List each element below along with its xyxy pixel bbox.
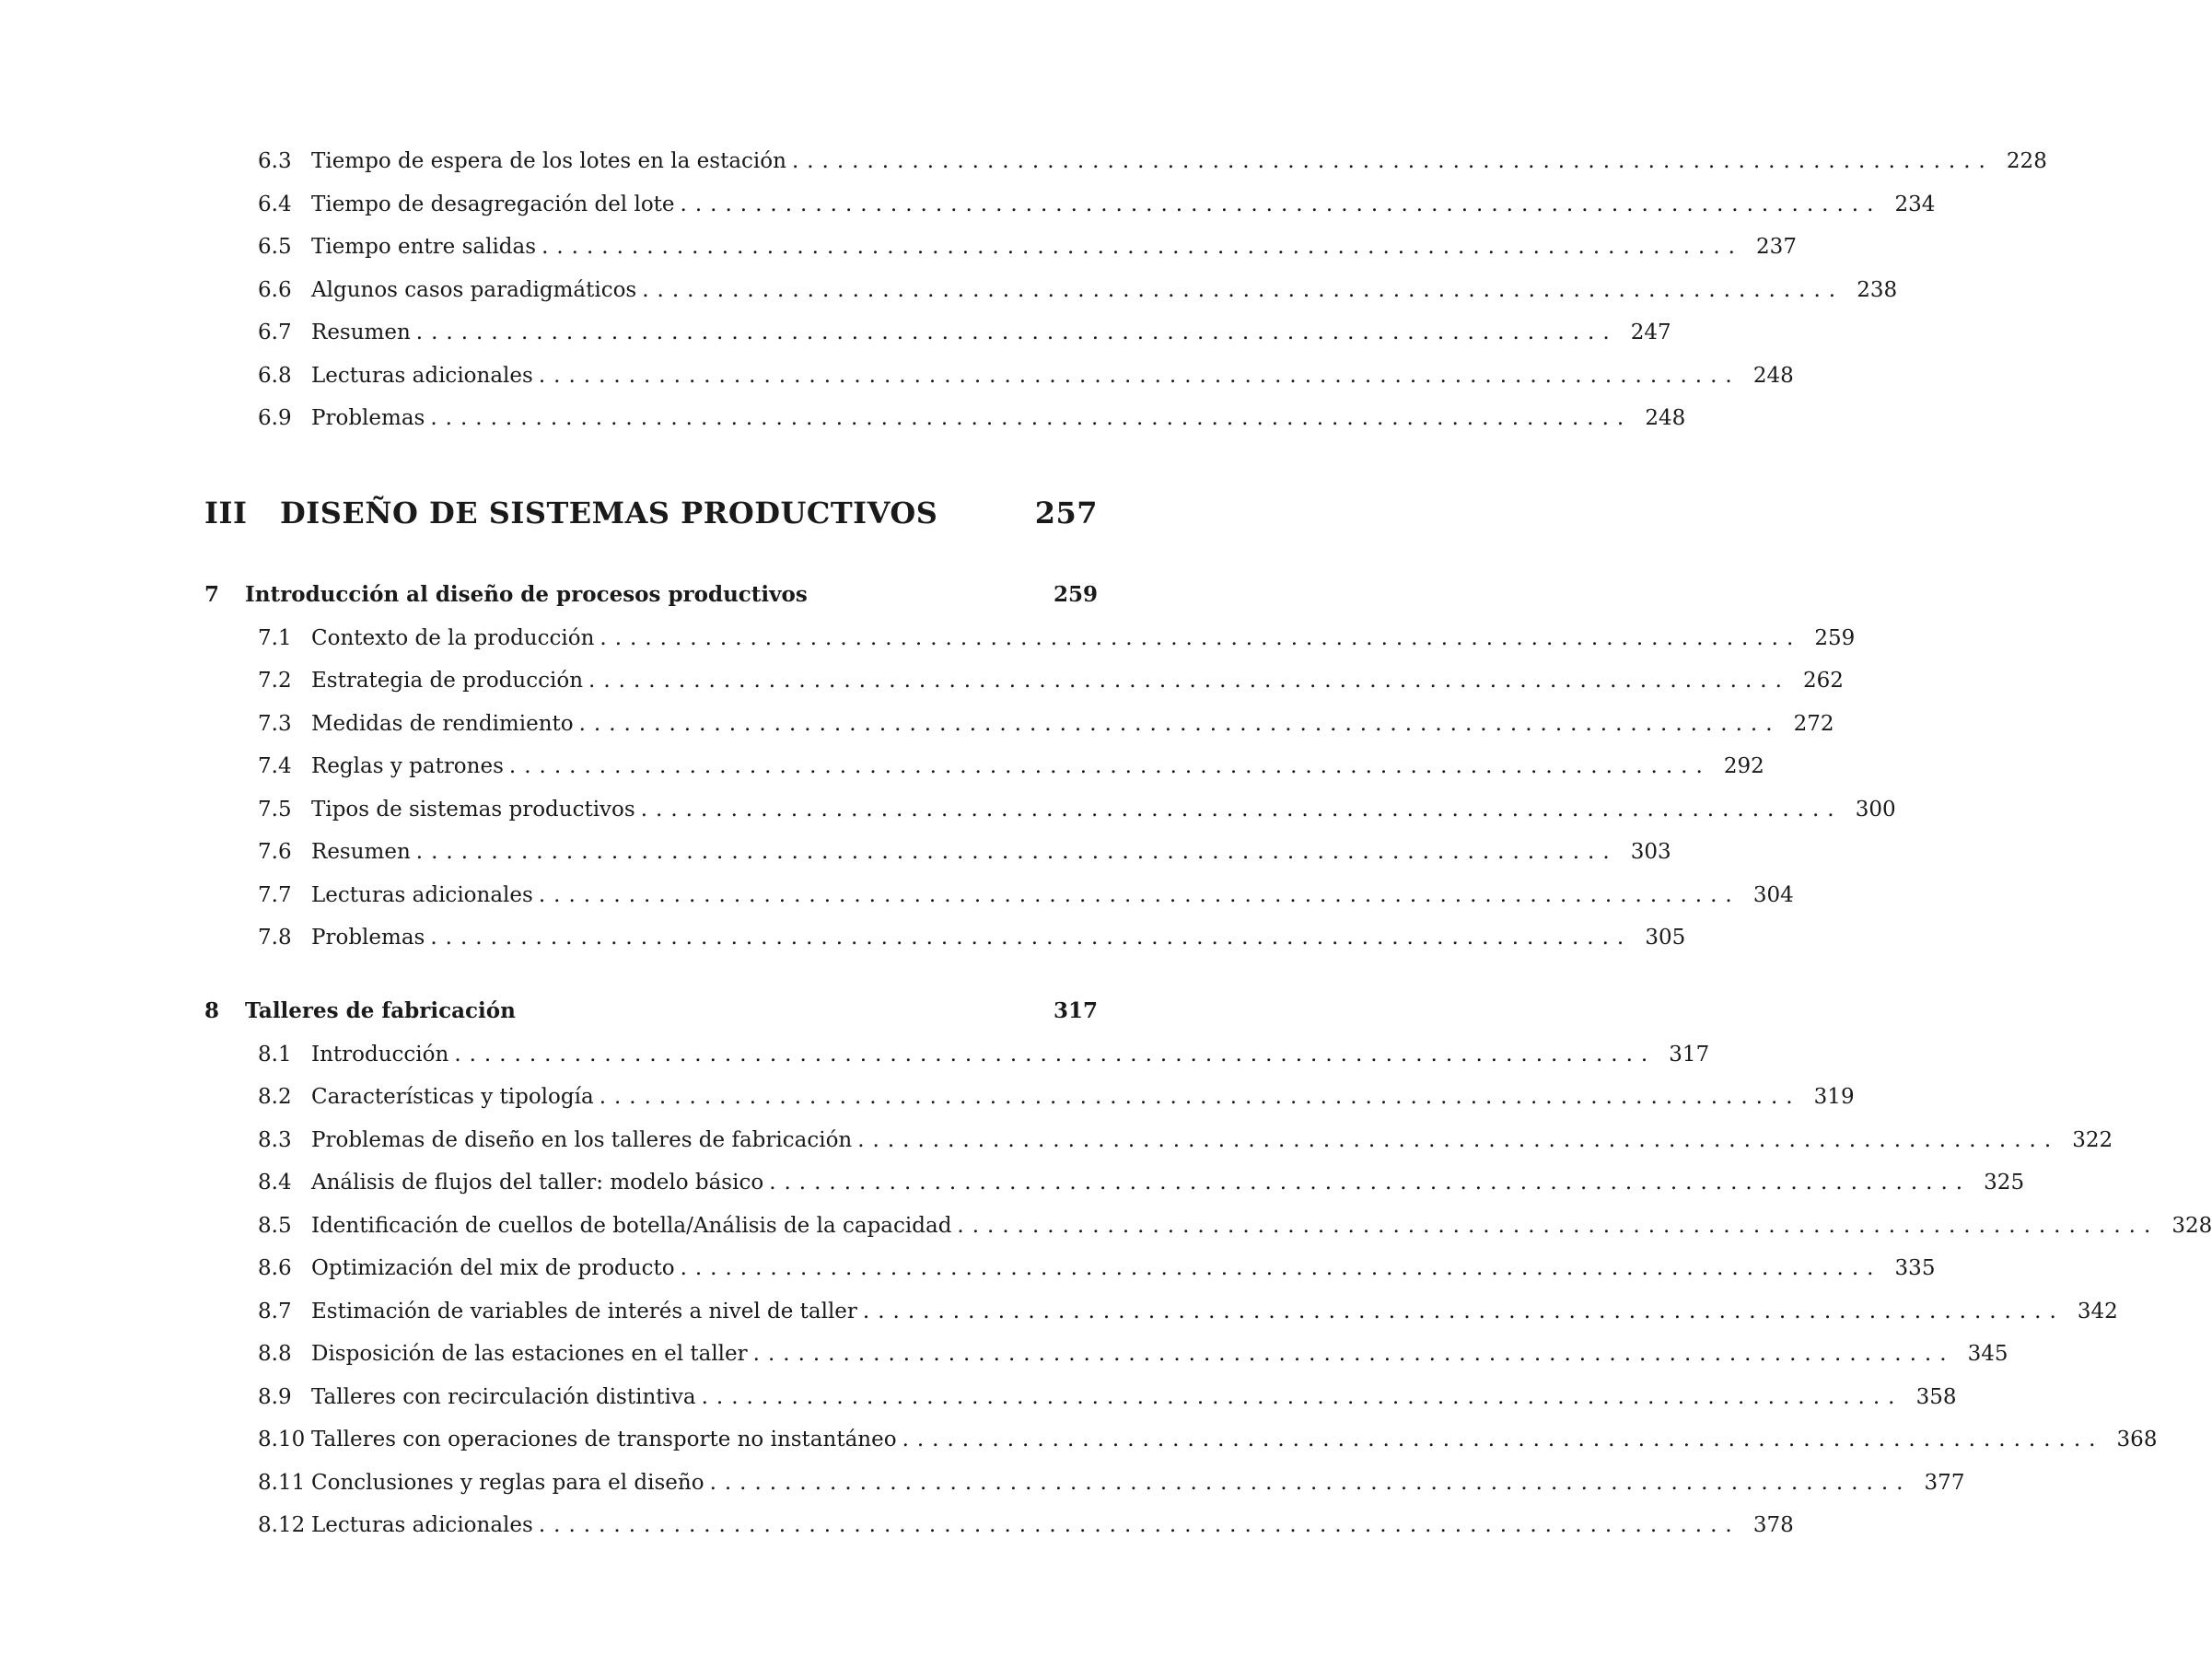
page-number: 342: [2077, 1299, 2118, 1323]
section-number: 6.8: [258, 363, 292, 388]
section-number: 8.3: [258, 1127, 292, 1152]
chapter-page-number: 317: [1053, 998, 1098, 1023]
section-number: 8.4: [258, 1171, 292, 1195]
page-number: 228: [2006, 149, 2047, 173]
page-number: 237: [1756, 235, 1797, 259]
chapter-number: 7: [204, 582, 220, 607]
page-number: 358: [1915, 1384, 1957, 1409]
toc-entry-8-3[interactable]: [204, 1119, 2113, 1162]
toc-entry-7-6[interactable]: [204, 831, 1671, 874]
section-title: Tiempo de desagregación del lote: [311, 183, 681, 227]
section-title: Talleres con operaciones de transporte no instantáneo: [311, 1418, 902, 1462]
section-number: 7.8: [258, 926, 292, 950]
toc-entry-6-3[interactable]: [204, 140, 2047, 183]
section-title: Resumen: [311, 311, 416, 355]
toc-entry-8-7[interactable]: [204, 1290, 2118, 1334]
leader-dots: ................................................................................: [538, 363, 1740, 388]
page-number: 247: [1630, 321, 1671, 344]
toc-entry-7-1[interactable]: [204, 617, 1856, 660]
leader-dots: ................................................................................: [578, 711, 1781, 736]
page-number: 335: [1894, 1256, 1936, 1280]
leader-dots: ................................................................................: [600, 625, 1802, 650]
toc-entry-8-2[interactable]: [204, 1076, 1855, 1119]
section-title: Medidas de rendimiento: [311, 703, 579, 746]
chapter-8: [204, 990, 2212, 1547]
toc-entry-8-4[interactable]: [204, 1161, 2025, 1205]
toc-entry-8-5[interactable]: [204, 1205, 2212, 1248]
section-title: Estimación de variables de interés a nivel de taller: [311, 1290, 863, 1334]
page-number: 322: [2072, 1127, 2113, 1152]
section-title: Disposición de las estaciones en el taller: [311, 1333, 753, 1376]
leader-dots: ................................................................................: [701, 1384, 1903, 1409]
section-number: 7.3: [258, 711, 292, 736]
section-title: Contexto de la producción: [311, 617, 600, 660]
section-title: Lecturas adicionales: [311, 874, 539, 917]
section-title: Tiempo entre salidas: [311, 226, 541, 269]
page-number: 262: [1803, 669, 1844, 693]
leader-dots: ................................................................................: [862, 1299, 2065, 1323]
leader-dots: ................................................................................: [430, 406, 1633, 430]
page-number: 238: [1857, 277, 1898, 302]
page-number: 272: [1793, 711, 1834, 736]
section-number: 8.6: [258, 1256, 292, 1280]
section-title: Problemas de diseño en los talleres de fabricación: [311, 1119, 857, 1162]
leader-dots: ................................................................................: [791, 149, 1994, 173]
section-number: 7.1: [258, 625, 292, 650]
page-number: 292: [1723, 754, 1764, 778]
toc-entry-8-12[interactable]: [204, 1504, 1794, 1547]
section-title: Algunos casos paradigmáticos: [311, 269, 642, 312]
toc-entry-8-8[interactable]: [204, 1333, 2008, 1376]
chapter-6-sections: [204, 140, 2047, 440]
section-number: 8.7: [258, 1299, 292, 1323]
section-number: 7.4: [258, 754, 292, 778]
leader-dots: ................................................................................: [857, 1127, 2060, 1152]
part-number: III: [204, 495, 248, 530]
leader-dots: ................................................................................: [538, 882, 1740, 907]
leader-dots: ................................................................................: [415, 321, 1618, 344]
page-number: 303: [1630, 840, 1671, 864]
page-number: 378: [1752, 1513, 1794, 1537]
toc-entry-6-9[interactable]: [204, 397, 1686, 440]
section-number: 7.7: [258, 882, 292, 907]
section-number: 7.5: [258, 797, 292, 822]
page-number: 305: [1645, 926, 1686, 950]
toc-entry-7-7[interactable]: [204, 874, 1794, 917]
leader-dots: ................................................................................: [430, 926, 1633, 950]
leader-dots: ................................................................................: [769, 1171, 1972, 1195]
chapter-heading[interactable]: [204, 990, 1098, 1033]
section-title: Tipos de sistemas productivos: [311, 788, 641, 832]
leader-dots: ................................................................................: [588, 669, 1790, 693]
toc-entry-7-4[interactable]: [204, 745, 1764, 788]
chapter-page-number: 259: [1053, 582, 1098, 607]
leader-dots: ................................................................................: [538, 1513, 1740, 1537]
chapter-title: Talleres de fabricación: [245, 998, 516, 1023]
section-number: 8.8: [258, 1342, 292, 1366]
section-title: Lecturas adicionales: [311, 355, 539, 398]
leader-dots: ................................................................................: [709, 1470, 1912, 1495]
section-number: 6.9: [258, 406, 292, 430]
section-number: 8.1: [258, 1042, 292, 1067]
chapter-title: Introducción al diseño de procesos productivos: [245, 582, 808, 607]
chapter-number: 8: [204, 998, 220, 1023]
toc-entry-7-3[interactable]: [204, 703, 1834, 746]
section-title: Problemas: [311, 397, 430, 440]
page-number: 345: [1967, 1342, 2008, 1366]
toc-entry-8-6[interactable]: [204, 1247, 1936, 1290]
section-number: 7.6: [258, 840, 292, 864]
section-number: 6.5: [258, 235, 292, 259]
leader-dots: ................................................................................: [415, 840, 1618, 864]
page-number: 368: [2116, 1428, 2158, 1451]
section-number: 6.4: [258, 192, 292, 216]
leader-dots: ................................................................................: [508, 754, 1711, 778]
leader-dots: ................................................................................: [541, 235, 1743, 259]
section-number: 8.12: [258, 1513, 306, 1537]
part-title: DISEÑO DE SISTEMAS PRODUCTIVOS: [280, 495, 938, 530]
section-title: Reglas y patrones: [311, 745, 509, 788]
section-number: 8.5: [258, 1213, 292, 1238]
page-number: 259: [1814, 625, 1856, 650]
page-number: 317: [1669, 1042, 1710, 1067]
toc-entry-8-11[interactable]: [204, 1462, 1965, 1505]
page-number: 328: [2171, 1213, 2212, 1238]
toc-entry-7-8[interactable]: [204, 916, 1686, 960]
section-number: 8.10: [258, 1428, 306, 1451]
leader-dots: ................................................................................: [752, 1342, 1955, 1366]
section-title: Optimización del mix de producto: [311, 1247, 681, 1290]
part-page-number: 257: [1034, 495, 1098, 530]
chapter-heading[interactable]: [204, 574, 1098, 617]
page-number: 248: [1752, 363, 1794, 388]
toc-entry-6-5[interactable]: [204, 226, 1797, 269]
section-title: Lecturas adicionales: [311, 1504, 539, 1547]
toc-entry-6-4[interactable]: [204, 183, 1936, 227]
leader-dots: ................................................................................: [599, 1085, 1801, 1109]
page-number: 325: [1984, 1171, 2025, 1195]
page-number: 304: [1752, 882, 1794, 907]
toc-entry-8-9[interactable]: [204, 1376, 1957, 1419]
toc-entry-7-2[interactable]: [204, 659, 1844, 703]
leader-dots: ................................................................................: [680, 1256, 1882, 1280]
page-number: 319: [1813, 1085, 1855, 1109]
section-title: Tiempo de espera de los lotes en la estación: [311, 140, 792, 183]
section-title: Talleres con recirculación distintiva: [311, 1376, 702, 1419]
section-number: 6.7: [258, 321, 292, 344]
section-number: 7.2: [258, 669, 292, 693]
section-number: 6.6: [258, 277, 292, 302]
section-title: Estrategia de producción: [311, 659, 588, 703]
page-number: 300: [1855, 797, 1896, 822]
toc-entry-6-7[interactable]: [204, 311, 1671, 355]
section-title: Características y tipología: [311, 1076, 600, 1119]
leader-dots: ................................................................................: [640, 797, 1843, 822]
section-number: 8.9: [258, 1384, 292, 1409]
chapter-7: [204, 574, 1896, 960]
section-number: 6.3: [258, 149, 292, 173]
section-title: Introducción: [311, 1033, 454, 1077]
toc-entry-6-6[interactable]: [204, 269, 1898, 312]
leader-dots: ................................................................................: [902, 1428, 2104, 1451]
section-number: 8.2: [258, 1085, 292, 1109]
toc-entry-8-10[interactable]: [204, 1418, 2158, 1462]
leader-dots: ................................................................................: [642, 277, 1845, 302]
leader-dots: ................................................................................: [957, 1213, 2160, 1238]
section-number: 8.11: [258, 1470, 306, 1495]
section-title: Problemas: [311, 916, 430, 960]
toc-entry-6-8[interactable]: [204, 355, 1794, 398]
section-title: Resumen: [311, 831, 416, 874]
toc-entry-7-5[interactable]: [204, 788, 1896, 832]
leader-dots: ................................................................................: [454, 1042, 1657, 1067]
page-number: 248: [1645, 406, 1686, 430]
toc-entry-8-1[interactable]: [204, 1033, 1710, 1077]
part-heading[interactable]: [204, 495, 1098, 530]
page-number: 377: [1924, 1470, 1965, 1495]
section-title: Identificación de cuellos de botella/Análisis de la capacidad: [311, 1205, 957, 1248]
leader-dots: ................................................................................: [680, 192, 1882, 216]
section-title: Conclusiones y reglas para el diseño: [311, 1462, 710, 1505]
page-number: 234: [1894, 192, 1936, 216]
section-title: Análisis de flujos del taller: modelo básico: [311, 1161, 769, 1205]
